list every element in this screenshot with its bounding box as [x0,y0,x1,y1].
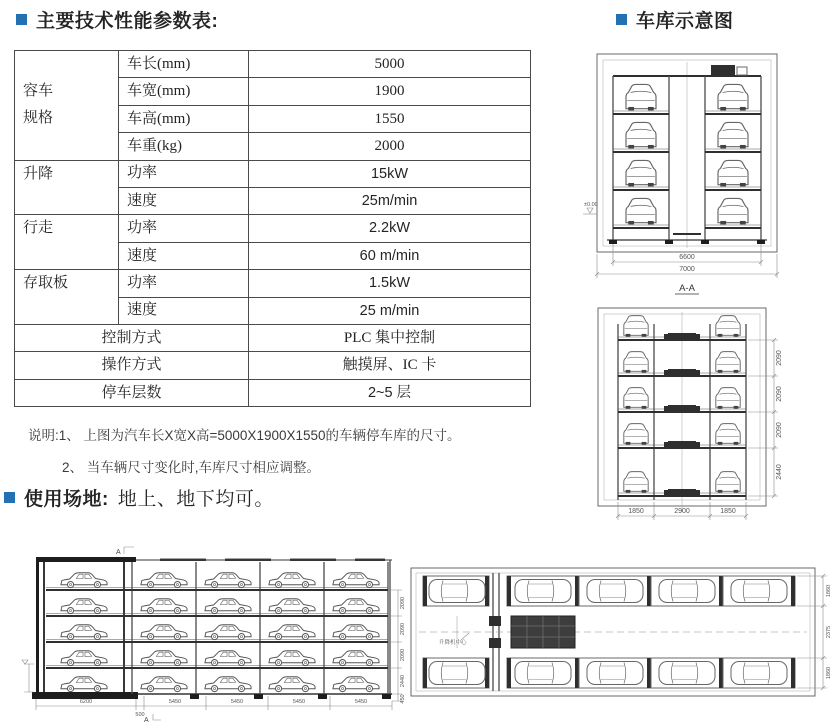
value-cell: 触摸屏、IC 卡 [249,352,531,379]
plan-view-diagram [403,556,835,708]
note-line: 2、 当车辆尺寸变化时,车库尺寸相应调整。 [62,460,321,475]
spec-title [16,6,218,33]
value-cell: 1900 [249,78,531,105]
dim-label: 1850 [628,508,644,515]
value-cell: 2~5 层 [249,379,531,406]
ground-level-mark [583,202,598,214]
param-cell: 车长(mm) [119,51,249,78]
dim-label: 2090 [776,422,783,438]
lift-center-label [439,633,469,646]
section-bullet-icon [16,14,27,25]
dim-label: 2375 [826,625,832,639]
value-cell: 25m/min [249,187,531,214]
category-cell: 行走 [15,215,119,270]
value-cell: 2000 [249,133,531,160]
category-cell: 升降 [15,160,119,215]
dim-label: 7000 [679,266,695,273]
dim-label: 2090 [400,596,406,610]
dim-label: 1860 [826,584,832,598]
dimension-lines [797,574,827,690]
table-row [15,379,531,406]
param-cell: 功率 [119,215,249,242]
car-icon [718,160,748,186]
value-cell: 2.2kW [249,215,531,242]
category-cell: 存取板 [15,270,119,325]
note-line: 说明:1、 上图为汽车长X宽X高=5000X1900X1550的车辆停车库的尺寸。 [28,428,461,443]
dim-label: 2440 [776,464,783,480]
car-icon [626,84,656,110]
car-icon [626,198,656,224]
notes [28,424,461,476]
value-cell: PLC 集中控制 [249,324,531,351]
front-elevation-diagram [588,300,798,535]
dim-label: 1860 [826,666,832,680]
section-label: A-A [679,283,695,294]
dim-label: 2090 [400,648,406,662]
param-cell: 车宽(mm) [119,78,249,105]
pit-dimension [22,660,34,692]
table-row [15,215,531,242]
hoist-machine [711,65,735,76]
dim-label: 5450 [230,699,244,705]
param-cell: 车重(kg) [119,133,249,160]
dim-label: 5450 [292,699,306,705]
table-row [15,51,531,78]
param-cell: 功率 [119,160,249,187]
table-row [15,160,531,187]
table-row [15,352,531,379]
dim-label: 2900 [674,508,690,515]
value-cell: 25 m/min [249,297,531,324]
spec-table [14,50,531,407]
table-row [15,270,531,297]
section-aa-diagram [583,48,833,298]
section-bullet-icon [4,492,15,503]
value-cell: 60 m/min [249,242,531,269]
merged-cell: 控制方式 [15,324,249,351]
svg-text:±0.00: ±0.00 [584,202,598,208]
dim-label: 5450 [354,699,368,705]
cut-mark-label: A [116,549,121,556]
table-row [15,324,531,351]
value-cell: 1.5kW [249,270,531,297]
param-cell: 速度 [119,242,249,269]
dim-label: 500 [135,712,145,718]
param-cell: 车高(mm) [119,105,249,132]
category-cell: 容车规格 [15,51,119,161]
merged-cell: 停车层数 [15,379,249,406]
dim-label: 2090 [400,622,406,636]
section-bullet-icon [616,14,627,25]
merged-cell: 操作方式 [15,352,249,379]
diagram-title-text: 车库示意图 [636,11,734,32]
car-icon [718,198,748,224]
param-cell: 速度 [119,187,249,214]
dim-label: 6600 [679,254,695,261]
site-title-bold: 使用场地: [24,489,109,510]
value-cell: 15kW [249,160,531,187]
svg-text:升降机中心: 升降机中心 [439,640,467,646]
spec-title-text: 主要技术性能参数表: [36,11,219,32]
car-icon [626,122,656,148]
side-elevation-diagram [20,544,410,724]
value-cell: 5000 [249,51,531,78]
dim-label: 6200 [79,699,93,705]
dim-label: 2440 [400,674,406,688]
param-cell: 功率 [119,270,249,297]
cut-mark-label: A [144,717,149,724]
diagram-title [616,6,734,33]
dim-label: 2090 [776,350,783,366]
dim-label: 450 [400,694,406,704]
car-icon [718,84,748,110]
car-icon [718,122,748,148]
value-cell: 1550 [249,105,531,132]
site-title [4,484,274,511]
dim-label: 1850 [720,508,736,515]
dim-label: 2090 [776,386,783,402]
car-icon [626,160,656,186]
param-cell: 速度 [119,297,249,324]
site-title-rest: 地上、地下均可。 [117,489,274,510]
dim-label: 5450 [168,699,182,705]
